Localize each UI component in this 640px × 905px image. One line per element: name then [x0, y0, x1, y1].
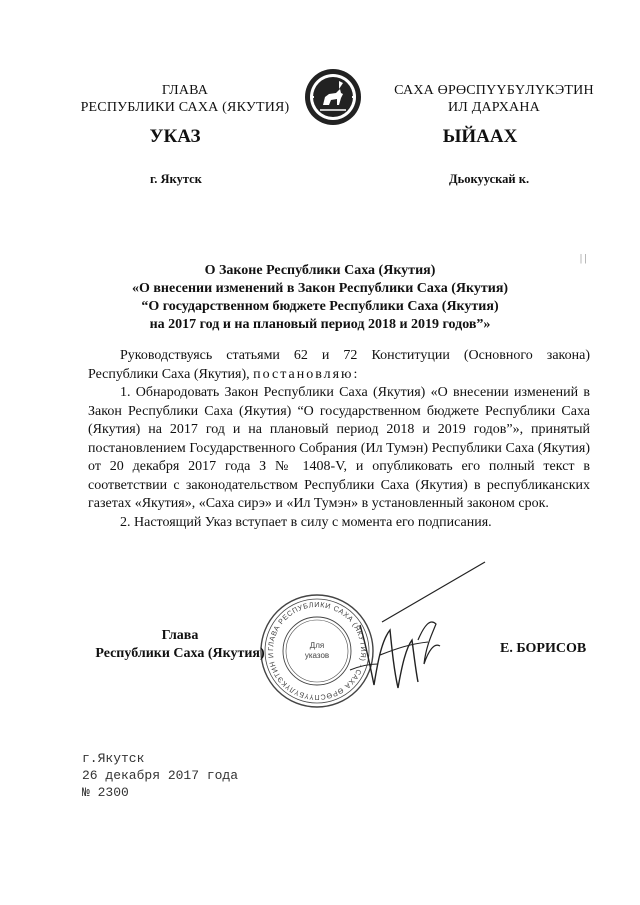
signatory-title [80, 627, 280, 663]
registration-number: № 2300 [82, 785, 129, 800]
item-1-text: Обнародовать Закон Республики Саха (Якутия) «О внесении изменений в Закон Республики Саха (Якутия) “О государственном бюджете Республики Саха (Якутия) на 2017 год и на плановый период 2018 и 2019 годов”», принятый постановлением Государственного Собрания (Ил Тумэн) Республики Саха (Якутия) от 20 декабря 2017 года З № 1408-V, и опубликовать его полный текст в соответствии с законодательством Республики Саха (Якутия) в республиканских газетах «Якутия», «Саха сирэ» и «Ил Тумэн» в установленный законом срок. [88, 385, 591, 511]
item-2-number: 2. [120, 514, 131, 530]
stamp-center-line-2: указов [304, 651, 330, 660]
doc-type-left: УКАЗ [149, 126, 201, 147]
header-left-line2: РЕСПУБЛИКИ САХА (ЯКУТИЯ) [80, 100, 290, 115]
document-body [88, 347, 590, 532]
signatory-title-line2: Республики Саха (Якутия) [95, 646, 265, 661]
signatory-name: Е. БОРИСОВ [500, 641, 587, 656]
stamp-center-line-1: Для [309, 641, 325, 650]
signature-scribble-icon [320, 560, 490, 700]
emblem-icon [303, 67, 363, 127]
header-left-line1: ГЛАВА [161, 83, 209, 98]
item-2-text: Настоящий Указ вступает в силу с момента его подписания. [134, 514, 492, 530]
registration-place: г.Якутск [82, 751, 145, 766]
preamble-decree-word: постановляю [253, 366, 354, 382]
header-right-line2: ИЛ ДАРХАНА [447, 100, 540, 115]
registration-block [82, 750, 238, 801]
registration-date: 26 декабря 2017 года [82, 768, 239, 783]
preamble-colon: : [353, 366, 358, 382]
place-right: Дьокуускай к. [449, 172, 530, 186]
preamble-paragraph [88, 347, 590, 384]
item-1-paragraph [88, 384, 590, 514]
place-left: г. Якутск [150, 172, 202, 186]
preamble-text: Руководствуясь статьями 62 и 72 Конституции (Основного закона) Республики Саха (Якутия), [88, 348, 590, 382]
header-right-line1: САХА ӨРӨСПҮҮБҮЛҮКЭТИН [394, 83, 594, 98]
signatory-title-line1: Глава [161, 628, 199, 643]
header-left [60, 82, 310, 116]
subject-line-3: “О государственном бюджете Республики Саха (Якутия) [141, 299, 499, 314]
header-right [378, 82, 610, 116]
margin-mark: | | [580, 253, 587, 264]
item-1-number: 1. [120, 385, 131, 400]
item-2-paragraph [88, 514, 590, 533]
handwritten-signature [320, 560, 490, 700]
doc-type-right: ЫЙААХ [442, 126, 518, 147]
stamp-ring-text: ГЛАВА РЕСПУБЛИКИ САХА (ЯКУТИЯ) · САХА ӨРӨСПҮҮБҮЛҮКЭТИН И [265, 599, 369, 703]
subject-line-4: на 2017 год и на плановый период 2018 и 2019 годов”» [149, 317, 491, 332]
subject-line-2: «О внесении изменений в Закон Республики Саха (Якутия) [131, 281, 509, 296]
coat-of-arms-emblem [303, 67, 363, 127]
document-subject [60, 262, 580, 334]
subject-line-1: О Законе Республики Саха (Якутия) [204, 263, 436, 278]
